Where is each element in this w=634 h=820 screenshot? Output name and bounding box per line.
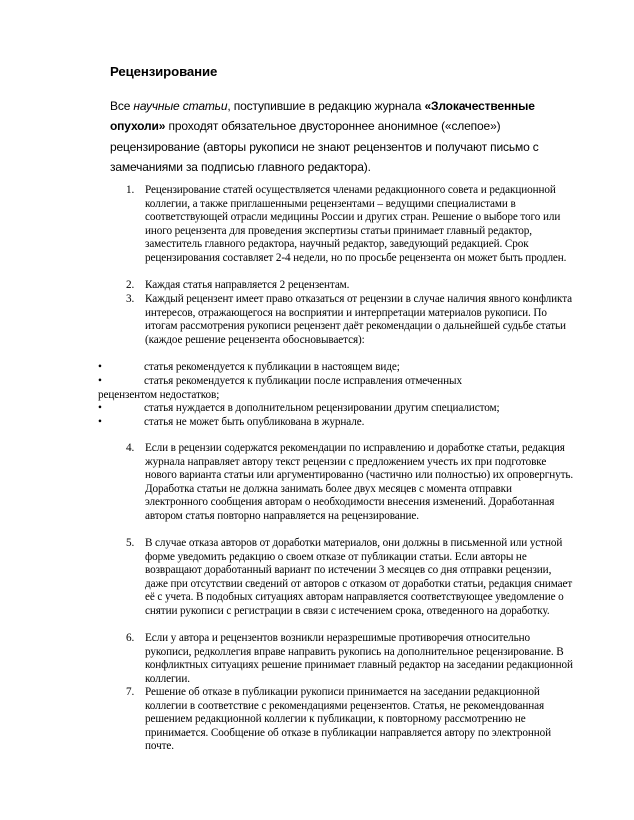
intro-text-1: Все <box>110 99 134 113</box>
bullet-item-1 <box>98 361 578 375</box>
list-item-number: 2. <box>126 279 135 291</box>
list-item-number: 1. <box>126 184 135 196</box>
list-item-6 <box>126 632 576 686</box>
list-item-number: 3. <box>126 293 135 305</box>
bullet-text: статья рекомендуется к публикации в настоящем виде; <box>144 361 400 373</box>
list-item-number: 4. <box>126 442 135 454</box>
list-item-number: 6. <box>126 632 135 644</box>
list-item-text: Если в рецензии содержатся рекомендации по исправлению и доработке статьи, редакция журнала направляет автору текст рецензии с предложением учесть их при подготовке нового варианта статьи или аргументированно (частично или полностью) их опровергнуть. Доработка статьи не должна занимать более двух месяцев с момента отправки электронного сообщения авторам о необходимости внесения изменений. Доработанная автором статья повторно направляется на рецензирование. <box>145 442 574 522</box>
bullet-item-3 <box>98 402 578 416</box>
bullet-icon: • <box>98 361 102 373</box>
list-item-3 <box>126 293 576 347</box>
list-item-1 <box>126 184 576 266</box>
bullet-text: статья рекомендуется к публикации после исправления отмеченных рецензентом недостатков; <box>98 375 462 401</box>
list-item-text: Каждый рецензент имеет право отказаться от рецензии в случае наличия явного конфликта интересов, отражающегося на восприятии и интерпретации материалов рукописи. По итогам рассмотрения рукописи рецензент даёт рекомендации о дальнейшей судьбе статьи (каждое решение рецензента обосновывается): <box>145 293 572 346</box>
bullet-icon: • <box>98 402 102 414</box>
list-item-text: Рецензирование статей осуществляется членами редакционного совета и редакционной коллегии, а также приглашенными рецензентами – ведущими специалистами в соответствующей отрасли медицины России и других стран. Решение о выборе того или иного рецензента для проведения экспертизы статьи принимает главный редактор, заместитель главного редактора, научный редактор, заведующий редакцией. Срок рецензирования составляет 2-4 недели, но по просьбе рецензента он может быть продлен. <box>145 184 567 264</box>
journal-name: «Злокачественные опухоли» <box>110 99 535 134</box>
list-item-7 <box>126 686 576 754</box>
intro-text-3: проходят обязательное двустороннее анонимное («слепое») рецензирование (авторы рукописи не знают рецензентов и получают письмо с замечаниями за подписью главного редактора). <box>110 119 539 175</box>
list-item-text: Решение об отказе в публикации рукописи принимается на заседании редакционной коллегии в соответствие с рекомендациями рецензентов. Статья, не рекомендованная решением редакционной коллегии к публикации, к повторному рассмотрению не принимается. Сообщение об отказе в публикации направляется автору по электронной почте. <box>145 686 552 753</box>
list-item-5 <box>126 537 576 619</box>
intro-paragraph <box>110 96 558 178</box>
intro-italic: научные статьи <box>133 99 228 113</box>
list-item-text: Если у автора и рецензентов возникли неразрешимые противоречия относительно рукописи, редколлегия вправе направить рукопись на дополнительное рецензирование. В конфликтных ситуациях решение принимает главный редактор на заседании редакционной коллегии. <box>145 632 573 685</box>
list-item-text: В случае отказа авторов от доработки материалов, они должны в письменной или устной форме уведомить редакцию о своем отказе от публикации статьи. Если авторы не возвращают доработанный вариант по истечении 3 месяцев со дня отправки рецензии, даже при отсутствии сведений от авторов с отказом от доработки статьи, редакция снимает её с учета. В подобных ситуациях авторам направляется соответствующее уведомление о снятии рукописи с регистрации в связи с истечением срока, отведенного на доработку. <box>145 537 573 617</box>
bullet-text: статья не может быть опубликована в журнале. <box>144 416 365 428</box>
list-item-2 <box>126 279 576 293</box>
list-item-number: 7. <box>126 686 135 698</box>
list-item-text: Каждая статья направляется 2 рецензентам. <box>145 279 350 291</box>
bullet-icon: • <box>98 416 102 428</box>
list-item-4 <box>126 442 576 524</box>
bullet-icon: • <box>98 375 102 387</box>
page-title: Рецензирование <box>110 64 218 79</box>
bullet-item-2 <box>98 375 498 402</box>
list-item-number: 5. <box>126 537 135 549</box>
bullet-text: статья нуждается в дополнительном рецензировании другим специалистом; <box>144 402 500 414</box>
intro-text-2: , поступившие в редакцию журнала <box>227 99 425 113</box>
bullet-item-4 <box>98 416 578 430</box>
